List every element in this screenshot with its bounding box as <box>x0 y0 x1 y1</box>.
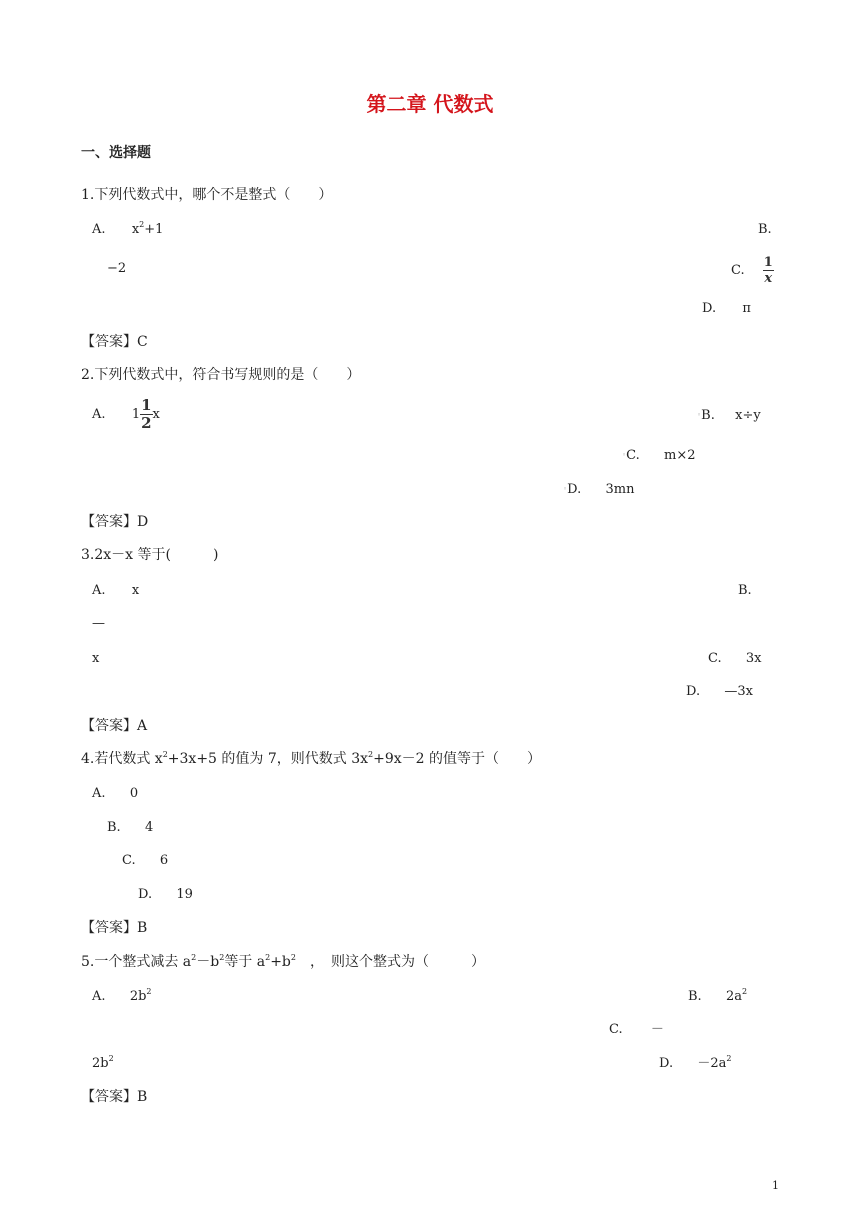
q5-option-c-value: $2b^2$ <box>92 1054 114 1071</box>
question-5-answer: 【答案】B <box>81 1089 148 1105</box>
q5-option-d-label: D. <box>659 1056 674 1071</box>
q5-option-d-value: $-2a^2$ <box>697 1054 732 1071</box>
q2-option-b-value: x÷y <box>735 408 761 423</box>
q3-option-d-value: —3x <box>724 684 753 699</box>
q1-option-c-label: C. <box>731 263 745 278</box>
q5-option-c-label: C. <box>609 1022 623 1037</box>
q5-option-b-value: $2a^2$ <box>725 987 748 1004</box>
q1-option-d-label: D. <box>702 301 717 316</box>
page-title: 第二章 代数式 <box>366 92 494 116</box>
q3-option-b-label: B. <box>738 583 752 598</box>
q1-option-a-label: A. <box>92 222 106 237</box>
q5-option-a-label: A. <box>92 989 106 1004</box>
q5-option-c <box>609 1023 664 1036</box>
q2-option-b <box>697 409 761 422</box>
q2-option-a-whole: 1 <box>131 407 141 422</box>
q3-option-b-value-line1: — <box>92 616 105 631</box>
q4-option-b-value: 4 <box>144 820 154 835</box>
q5-option-b <box>688 987 748 1004</box>
q3-option-a-label: A. <box>92 583 106 598</box>
q2-option-c-mark: ◦ <box>622 451 627 459</box>
q3-option-d <box>686 685 753 698</box>
q4-option-a-value: 0 <box>129 786 139 801</box>
q1-option-b-label: B. <box>758 222 772 237</box>
question-3-answer: 【答案】A <box>81 718 148 734</box>
q2-option-d-value: 3mn <box>605 482 635 497</box>
q5-option-b-label: B. <box>688 989 702 1004</box>
q1-option-d <box>702 302 751 315</box>
q4-option-b <box>107 821 153 834</box>
q1-option-d-value: π <box>742 301 751 316</box>
q2-option-b-mark: ◦ <box>697 411 702 419</box>
q2-option-d-label: D. <box>567 482 582 497</box>
q2-option-a-tail: x <box>152 407 160 422</box>
question-1-stem: 1.下列代数式中，哪个不是整式（ ） <box>81 187 333 203</box>
q2-option-d <box>563 483 635 496</box>
q2-option-a-label: A. <box>92 407 106 422</box>
q3-option-a-value: x <box>131 583 140 598</box>
question-2-stem: 2.下列代数式中，符合书写规则的是（ ） <box>81 367 361 383</box>
q1-option-a-value: $x^2+1$ <box>131 220 164 237</box>
q3-option-a <box>92 584 139 597</box>
q1-option-a <box>92 220 164 237</box>
q2-option-a <box>92 398 160 431</box>
q1-option-c <box>731 256 774 285</box>
question-4-answer: 【答案】B <box>81 920 148 936</box>
q4-option-a <box>92 787 138 800</box>
q3-option-c <box>708 652 762 665</box>
q5-option-a <box>92 987 152 1004</box>
question-4-stem: 4.若代数式 $x^2+3x+5$ 的值为 7，则代数式 $3x^2+9x-2$ 的值等于（ ） <box>81 750 542 767</box>
page-number: 1 <box>772 1179 779 1192</box>
section-heading: 一、选择题 <box>81 145 151 161</box>
question-1-answer: 【答案】C <box>81 334 148 350</box>
q4-option-c-value: 6 <box>159 853 169 868</box>
q2-option-d-mark: ◦ <box>563 485 568 493</box>
q5-option-a-value: $2b^2$ <box>129 987 152 1004</box>
q2-option-b-label: B. <box>701 408 715 423</box>
q5-option-c-value-line1: － <box>650 1022 664 1037</box>
q4-option-d-label: D. <box>138 887 153 902</box>
question-2-answer: 【答案】D <box>81 514 149 530</box>
q5-option-d <box>659 1054 732 1071</box>
q1-option-c-fraction: $\frac{1}{x}$ <box>763 255 773 286</box>
q2-option-c <box>622 449 696 462</box>
q4-option-b-label: B. <box>107 820 121 835</box>
question-5-stem: 5.一个整式减去 $a^2-b^2$等于 $a^2+b^2$ ， 则这个整式为（ ） <box>81 953 485 970</box>
q2-option-c-label: C. <box>626 448 640 463</box>
q4-option-c-label: C. <box>122 853 136 868</box>
q4-option-d-value: 19 <box>176 887 193 902</box>
question-3-stem: 3.2x－x 等于( ) <box>81 547 219 563</box>
q2-option-c-value: m×2 <box>664 448 696 463</box>
q3-option-d-label: D. <box>686 684 701 699</box>
q2-option-a-fraction: $\frac{1}{2}$ <box>141 396 152 432</box>
q3-option-b-value-line2: x <box>92 651 100 666</box>
q3-option-c-label: C. <box>708 651 722 666</box>
q4-option-c <box>122 854 168 867</box>
q4-option-d <box>138 888 193 901</box>
q3-option-c-value: 3x <box>745 651 762 666</box>
q1-option-b-value: −2 <box>107 261 127 276</box>
q4-option-a-label: A. <box>92 786 106 801</box>
